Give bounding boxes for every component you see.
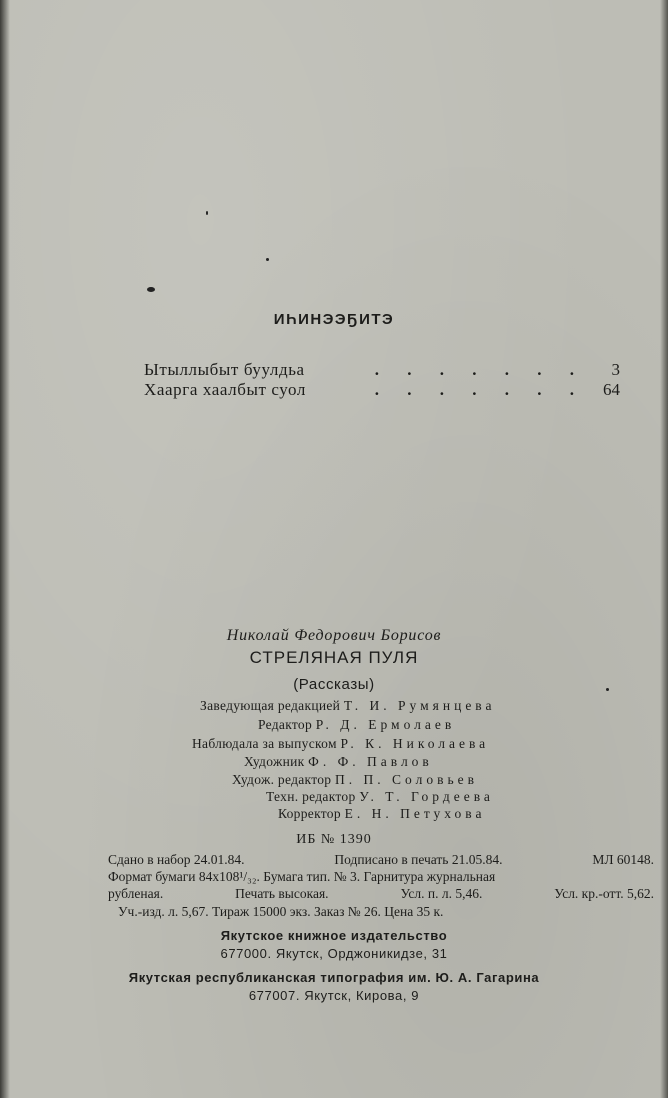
- credit-name: Е. Н. Петухова: [344, 806, 486, 821]
- ib-number: ИБ № 1390: [296, 832, 372, 847]
- credit-line: [258, 717, 455, 733]
- imprint-ml-number: МЛ 60148.: [592, 852, 654, 867]
- imprint-print-method: Печать высокая.: [235, 886, 329, 901]
- credit-line: [232, 772, 478, 788]
- toc-leader-dots: . . . . . . .: [374, 380, 586, 399]
- credit-name: Ф. Ф. Павлов: [308, 754, 433, 769]
- book-subtitle: (Рассказы): [293, 676, 375, 693]
- ink-speck: [147, 287, 155, 292]
- credit-name: У. Т. Гордеева: [359, 789, 494, 804]
- imprint-line: [108, 852, 654, 868]
- toc-entry: [144, 380, 620, 400]
- toc-entry-title: Хаарга хаалбыт суол: [144, 380, 306, 399]
- credit-name: Р. Д. Ермолаев: [315, 717, 456, 732]
- credit-line: [278, 806, 485, 822]
- credit-role: Заведующая редакцией: [200, 698, 341, 713]
- imprint-signed-to-print: Подписано в печать 21.05.84.: [334, 852, 503, 867]
- credit-name: П. П. Соловьев: [335, 772, 479, 787]
- credit-role: Худож. редактор: [232, 772, 332, 787]
- publisher-name: Якутское книжное издательство: [220, 928, 448, 943]
- book-title: СТРЕЛЯНАЯ ПУЛЯ: [249, 648, 419, 667]
- credit-line: [244, 754, 433, 770]
- toc-entry-title: Ытыллыбыт буулдьа: [144, 360, 305, 379]
- imprint-color-prints: Усл. кр.-отт. 5,62.: [554, 886, 654, 901]
- imprint-line: Уч.-изд. л. 5,67. Тираж 15000 экз. Заказ № 26. Цена 35 к.: [118, 904, 444, 919]
- credit-line: [200, 698, 496, 714]
- toc-entry: [144, 360, 620, 380]
- credit-role: Наблюдала за выпуском: [192, 736, 337, 751]
- credit-name: Р. К. Николаева: [340, 736, 490, 751]
- author-name: Николай Федорович Борисов: [226, 627, 442, 644]
- credit-role: Редактор: [258, 717, 313, 732]
- imprint-sent-to-set: Сдано в набор 24.01.84.: [108, 852, 245, 867]
- imprint-print-sheets: Усл. п. л. 5,46.: [400, 886, 483, 901]
- ink-speck: [266, 258, 269, 261]
- toc-entry-page: 3: [611, 360, 620, 379]
- toc-heading: ИҺИНЭЭҔИТЭ: [273, 311, 395, 328]
- toc-leader-dots: . . . . . . .: [374, 360, 586, 379]
- credit-line: [192, 736, 489, 752]
- printer-address: 677007. Якутск, Кирова, 9: [248, 988, 420, 1003]
- toc-entry-page: 64: [603, 380, 620, 399]
- printer-name: Якутская республиканская типография им. Ю. А. Гагарина: [128, 970, 540, 985]
- imprint-line: Формат бумаги 84х108¹/₃₂. Бумага тип. № 3. Гарнитура журнальная: [108, 869, 496, 884]
- imprint-line: [108, 886, 654, 902]
- credit-name: Т. И. Румянцева: [343, 698, 496, 713]
- ink-speck: [206, 211, 208, 215]
- credit-line: [266, 789, 494, 805]
- table-of-contents: [144, 360, 620, 400]
- credit-role: Художник: [244, 754, 305, 769]
- credit-role: Техн. редактор: [266, 789, 356, 804]
- credit-role: Корректор: [278, 806, 341, 821]
- imprint-typeface: рубленая.: [108, 886, 164, 901]
- publisher-address: 677000. Якутск, Орджоникидзе, 31: [220, 946, 448, 961]
